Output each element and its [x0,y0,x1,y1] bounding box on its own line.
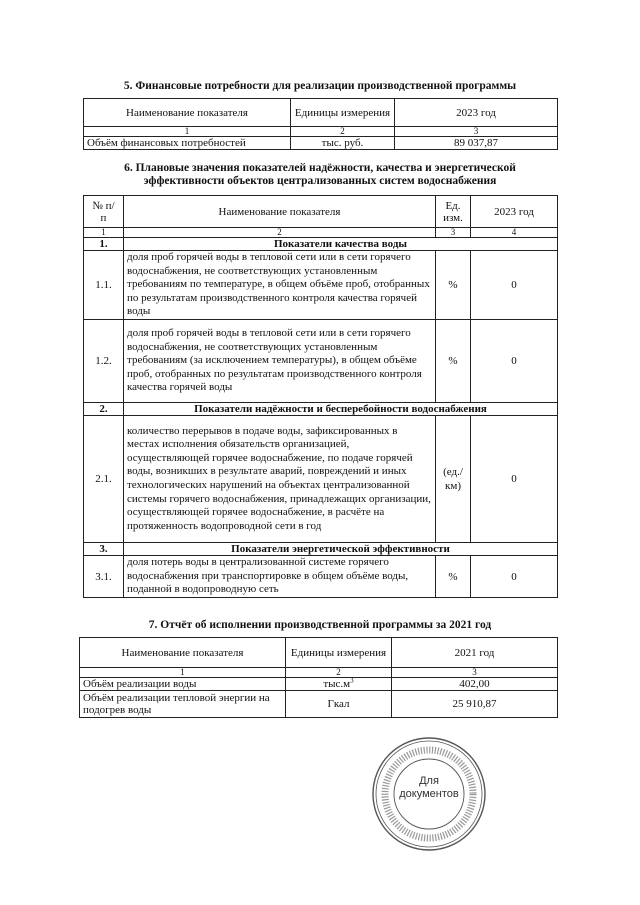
stamp-line-2: документов [399,788,459,800]
group-title: Показатели энергетической эффективности [124,543,558,556]
table-cell-value: 89 037,87 [395,137,558,150]
header-unit: Ед. изм. [436,196,471,228]
header-year: 2023 год [471,196,558,228]
column-index: 1 [84,127,291,137]
column-index: 3 [395,127,558,137]
header-row-number: № п/п [84,196,124,228]
section-5-title: 5. Финансовые потребности для реализации производственной программы [123,80,517,92]
indicator-value: 0 [471,320,558,403]
row-number: 2.1. [84,416,124,543]
header-unit: Единицы измерения [291,99,395,127]
indicator-description: доля проб горячей воды в тепловой сети или в сети горячего водоснабжения, не соответствующих установленным требованиям по температуре, в общем объёме проб, отобранных по результатам производственного контроля качества горячей воды [124,251,436,320]
row-number: 1.2. [84,320,124,403]
group-number: 1. [84,238,124,251]
header-unit: Единицы измерения [286,638,392,668]
indicator-unit: % [436,320,471,403]
group-number: 2. [84,403,124,416]
header-year: 2021 год [392,638,558,668]
column-index: 4 [471,228,558,238]
column-index: 1 [80,668,286,678]
column-index: 2 [291,127,395,137]
table-cell-name: Объём реализации тепловой энергии на подогрев воды [80,691,286,718]
header-year: 2023 год [395,99,558,127]
group-title: Показатели качества воды [124,238,558,251]
reliability-indicators-table [83,195,558,598]
table-cell-name: Объём финансовых потребностей [84,137,291,150]
table-cell-unit [286,678,392,691]
table-cell-name: Объём реализации воды [80,678,286,691]
section-6-title-line-1: 6. Плановые значения показателей надёжности, качества и энергетической [124,162,516,174]
indicator-unit: (ед./км) [436,416,471,543]
indicator-value: 0 [471,556,558,598]
section-6-title [0,162,640,188]
table-cell-unit: Гкал [286,691,392,718]
indicator-unit: % [436,251,471,320]
row-number: 3.1. [84,556,124,598]
column-index: 3 [436,228,471,238]
unit-superscript: 3 [350,676,354,685]
unit-text: тыс.м [323,678,351,690]
table-cell-value: 25 910,87 [392,691,558,718]
column-index: 3 [392,668,558,678]
column-index: 1 [84,228,124,238]
group-number: 3. [84,543,124,556]
indicator-unit: % [436,556,471,598]
header-indicator-name: Наименование показателя [124,196,436,228]
table-cell-unit: тыс. руб. [291,137,395,150]
column-index: 2 [124,228,436,238]
table-cell-value: 402,00 [392,678,558,691]
program-report-table [79,637,558,718]
row-number: 1.1. [84,251,124,320]
column-index: 2 [286,668,392,678]
indicator-description: количество перерывов в подаче воды, зафиксированных в местах исполнения обязательств организацией, осуществляющей горячее водоснабжение, по подаче горячей воды, возникших в результате аварий, повреждений и иных технологических нарушений на объектах централизованной системы горячего водоснабжения, принадлежащих организации, осуществляющей горячее водоснабжение, в расчёте на протяженность водопроводной сети в год [124,416,436,543]
stamp-line-1: Для [419,775,439,787]
indicator-value: 0 [471,251,558,320]
section-7-title: 7. Отчёт об исполнении производственной программы за 2021 год [148,619,492,631]
stamp-center-text [370,775,488,801]
group-title: Показатели надёжности и бесперебойности водоснабжения [124,403,558,416]
financial-needs-table [83,98,558,150]
indicator-value: 0 [471,416,558,543]
header-indicator-name: Наименование показателя [84,99,291,127]
section-6-title-line-2: эффективности объектов централизованных систем водоснабжения [143,175,497,187]
indicator-description: доля потерь воды в централизованной системе горячего водоснабжения при транспортировке в общем объёме воды, поданной в водопроводную сеть [124,556,436,598]
header-indicator-name: Наименование показателя [80,638,286,668]
indicator-description: доля проб горячей воды в тепловой сети или в сети горячего водоснабжения, не соответствующих установленным требованиям (за исключением температуры), в общем объёме проб, отобранных по результатам производственного контроля качества горячей воды [124,320,436,403]
